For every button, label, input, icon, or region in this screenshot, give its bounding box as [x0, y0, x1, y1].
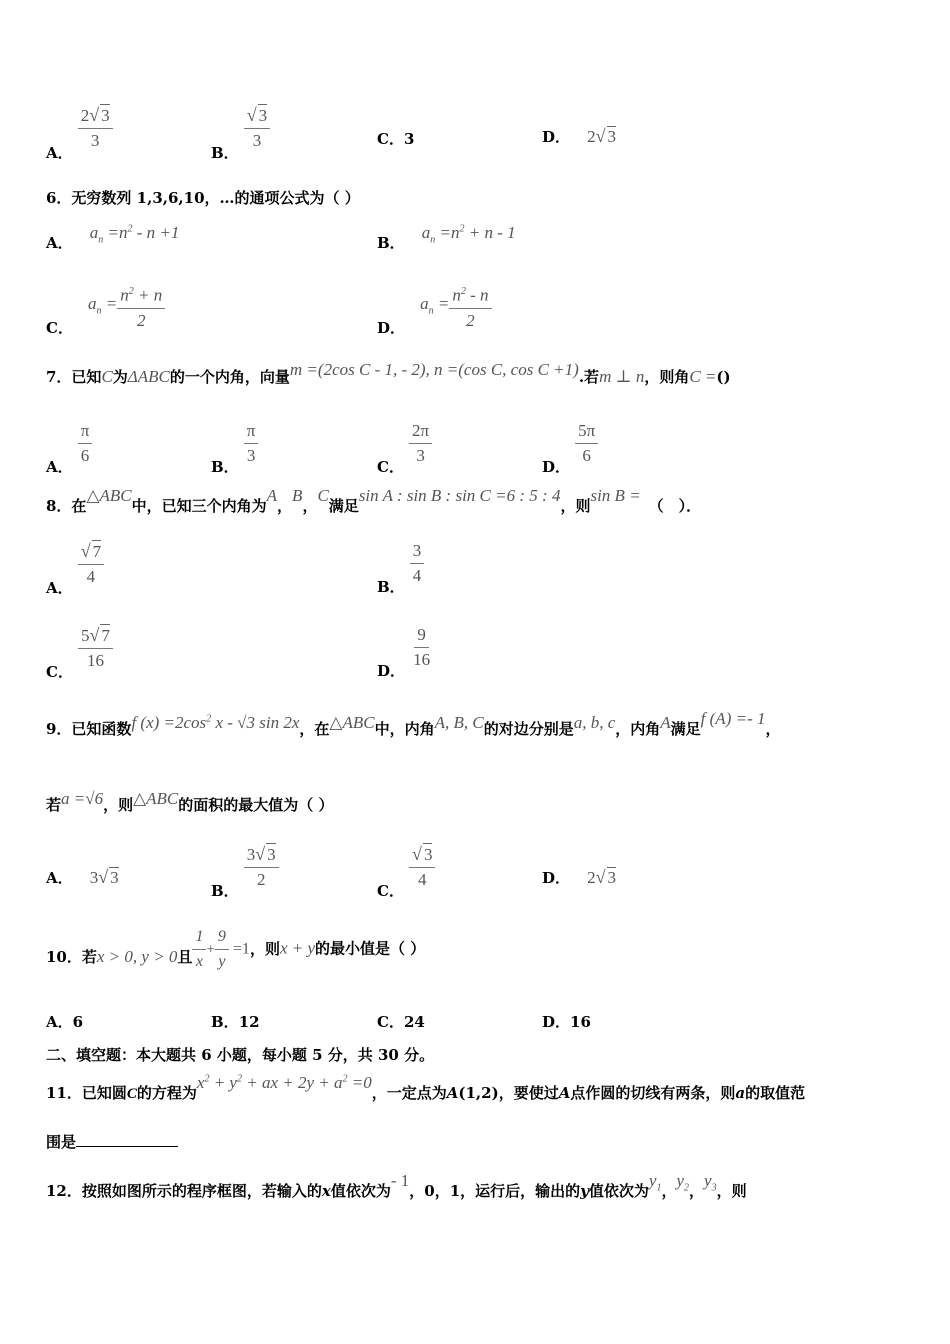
q5-a-math: $\frac{2√ 3}{3}$ — [78, 104, 113, 152]
q5-b-math: $\frac{√ 3}{3}$ — [244, 104, 270, 152]
q9-option-c[interactable]: C． $\frac{√ 3}{4}$ — [377, 843, 435, 891]
q11-stem-line2: 围是 — [46, 1131, 950, 1152]
q5-option-c[interactable]: C．3 — [377, 130, 415, 148]
q9-stem-line2: 若a =√6，则△ABC的面积的最大值为（ ） — [46, 789, 334, 814]
q8-stem: 8．在△ABC中，已知三个内角为A，B，C满足sin A : sin B : sin C =6 : 5 : 4，则sin B =（ ）． — [46, 486, 702, 515]
q9-option-d[interactable]: D． 2√ 3 — [542, 867, 616, 887]
q8-option-d[interactable]: D． $\frac{9}{16}$ — [377, 625, 431, 680]
q6-option-b[interactable]: B． $a_n =n^2 + n - 1$ — [377, 223, 516, 252]
q7-option-b[interactable]: B． $\frac{\pi}{3}$ — [211, 420, 258, 467]
q10-option-b[interactable]: B．12 — [211, 1013, 260, 1031]
section-title: 二、填空题：本大题共 6 小题，每小题 5 分，共 30 分。 — [46, 1046, 435, 1064]
q6-stem: 6．无穷数列 1,3,6,10，…的通项公式为（ ） — [46, 189, 360, 207]
q11-stem-line1: 11．已知圆C的方程为$x^2 + y^2$ + ax + $2y + a^2 =0$，一定点为A(1,2)，要使过A点作圆的切线有两条，则a的取值范 — [46, 1073, 806, 1102]
q10-option-c[interactable]: C．24 — [377, 1013, 425, 1031]
q8-option-a[interactable]: A． $\frac{√ 7}{4}$ — [46, 540, 104, 588]
q9-stem-line1: 9．已知函数f $(x) =2\cos^2$ x - √3 sin 2x，在△ABC中，内角A, B, C的对边分别是a, b, c，内角A满足f (A) =- 1， — [46, 709, 781, 738]
q7-option-d[interactable]: D． $\frac{5\pi}{6}$ — [542, 420, 598, 467]
q10-option-a[interactable]: A．6 — [46, 1013, 84, 1031]
q8-option-c[interactable]: C． $\frac{5√ 7}{16}$ — [46, 624, 113, 672]
q7-option-a[interactable]: A． $\frac{\pi}{6}$ — [46, 420, 92, 467]
q5-option-d[interactable]: D． 2√ 3 — [542, 126, 616, 146]
q6-option-d[interactable]: D． $a_n$ = $\frac{n^2 - n}{2}$ — [377, 281, 492, 332]
q5-d-math: 2√ 3 — [587, 126, 616, 146]
q10-option-d[interactable]: D．16 — [542, 1013, 591, 1031]
q10-stem: 10．若x > 0, y > 0且 $\frac{1}{x}$ + $\frac{9}{y}$ =1，则x + y的最小值是（ ） — [46, 928, 426, 970]
answer-blank[interactable] — [76, 1134, 178, 1147]
q9-option-b[interactable]: B． $\frac{3√ 3}{2}$ — [211, 843, 279, 891]
q5-option-a[interactable]: A． $\frac{2√ 3}{3}$ — [46, 104, 113, 152]
q7-option-c[interactable]: C． $\frac{2\pi}{3}$ — [377, 420, 432, 467]
q7-stem: 7．已知C为ΔABC的一个内角，向量m =(2cos C - 1, - 2), n =(cos C, cos C +1).若m ⊥ n，则角C =() — [46, 360, 731, 386]
q8-option-b[interactable]: B． $\frac{3}{4}$ — [377, 540, 424, 587]
q6-option-a[interactable]: A． $a_n =n^2 - n +1$ — [46, 223, 180, 252]
q5-option-b[interactable]: B． $\frac{√ 3}{3}$ — [211, 104, 270, 152]
q12-stem: 12．按照如图所示的程序框图，若输入的x值依次为- 1，0，1，运行后，输出的y值依次为$y_1$，$y_2$，$y_3$，则 — [46, 1171, 747, 1200]
q9-option-a[interactable]: A． 3√ 3 — [46, 867, 119, 887]
q6-option-c[interactable]: C． $a_n$ = $\frac{n^2 + n}{2}$ — [46, 281, 165, 332]
